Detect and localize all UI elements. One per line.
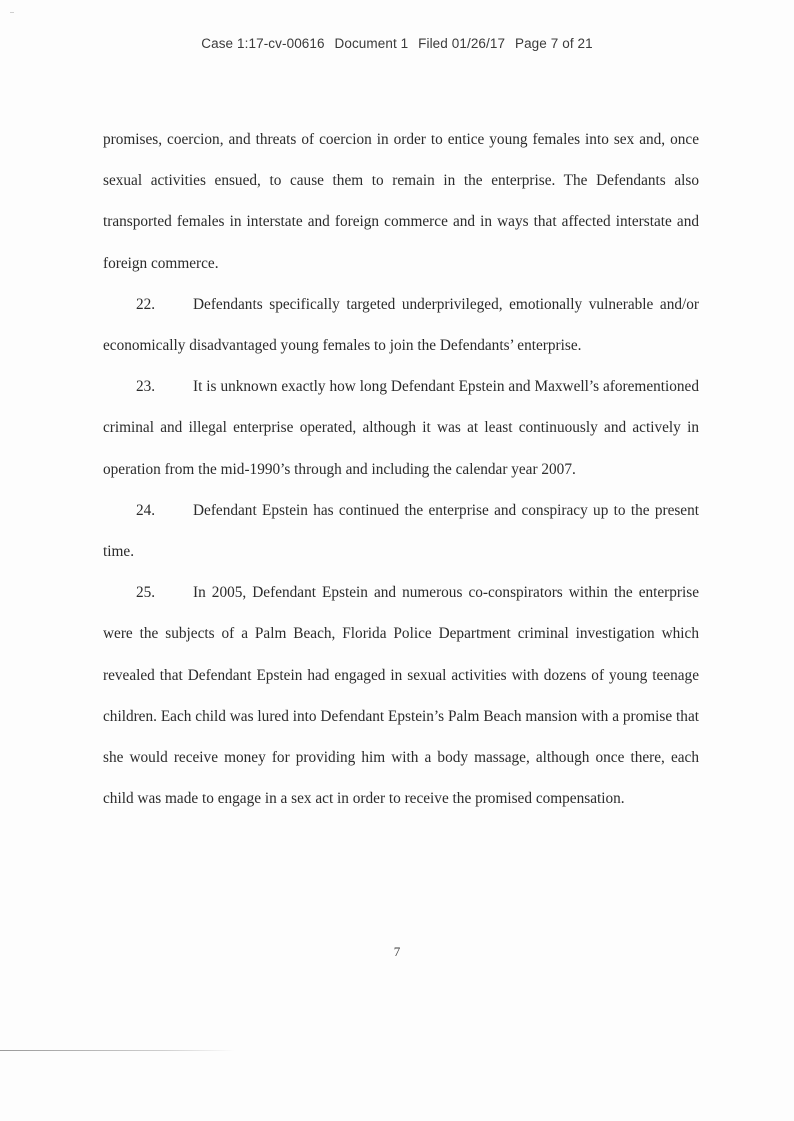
paragraph-number: 24. xyxy=(136,501,156,519)
continuation-paragraph: promises, coercion, and threats of coercion in order to entice young females into sex and, once sexual activities ensued, to cause them to remain in the enterprise. The Defendants also transported females in interstate and foreign commerce and in ways that affected interstate and foreign commerce. xyxy=(103,131,699,272)
paragraph-number: 22. xyxy=(136,295,156,313)
paragraph-text: In 2005, Defendant Epstein and numerous co-conspirators within the enterprise were the subjects of a Palm Beach, Florida Police Department criminal investigation which revealed that Defendant Epstein had engaged in sexual activities with dozens of young teenage children. Each child was lured into Defendant Epstein’s Palm Beach mansion with a promise that she would receive money for providing him with a body massage, although once there, each child was made to engage in a sex act in order to receive the promised compensation. xyxy=(103,584,699,808)
paragraph-text: It is unknown exactly how long Defendant Epstein and Maxwell’s aforementioned criminal and illegal enterprise operated, although it was at least continuously and actively in operation from the mid-1990’s through and including the calendar year 2007. xyxy=(103,378,699,478)
scan-edge-line xyxy=(0,1050,235,1051)
paragraph-24 xyxy=(103,490,699,572)
page-indicator: Page 7 of 21 xyxy=(514,36,593,51)
paragraph-22 xyxy=(103,284,699,366)
paragraph-23 xyxy=(103,366,699,490)
case-number: Case 1:17-cv-00616 xyxy=(201,36,325,51)
document-body xyxy=(103,119,699,819)
court-filing-header xyxy=(0,36,794,51)
paragraph-number: 23. xyxy=(136,378,156,396)
filed-date: Filed 01/26/17 xyxy=(418,36,506,51)
paragraph-text: Defendants specifically targeted underprivileged, emotionally vulnerable and/or economically disadvantaged young females to join the Defendants’ enterprise. xyxy=(103,295,699,355)
document-number: Document 1 xyxy=(334,36,409,51)
paragraph-text: Defendant Epstein has continued the enterprise and conspiracy up to the present time. xyxy=(103,501,699,561)
paragraph-25 xyxy=(103,572,699,819)
paragraph-number: 25. xyxy=(136,584,156,602)
scan-artifact xyxy=(10,12,14,13)
page-number: 7 xyxy=(393,944,401,959)
